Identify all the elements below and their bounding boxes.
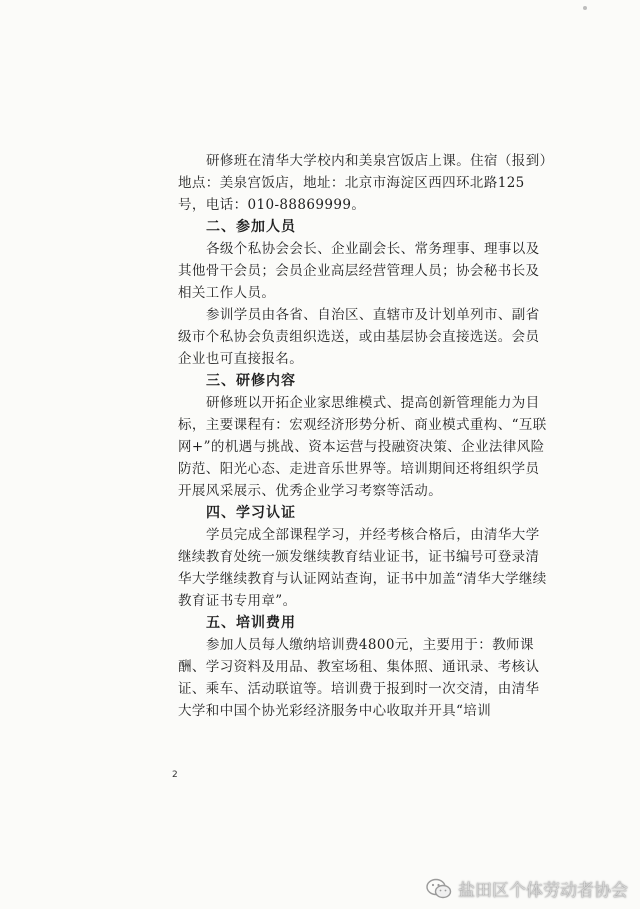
intro-paragraph: 研修班在清华大学校内和美泉宫饭店上课。住宿（报到）地点：美泉宫饭店，地址：北京市海淀区西四环北路125号，电话：010-88869999。: [178, 153, 547, 213]
section-paragraph: 参训学员由各省、自治区、直辖市及计划单列市、副省级市个私协会负责组织选送，或由基层协会直接选送。会员企业也可直接报名。: [178, 307, 540, 367]
section-heading-content: 三、研修内容: [206, 373, 296, 389]
section-heading-fees: 五、培训费用: [206, 615, 296, 631]
section-heading-certification: 四、学习认证: [206, 505, 296, 521]
wechat-icon: [426, 878, 452, 900]
watermark: [426, 876, 628, 901]
section-paragraph: 研修班以开拓企业家思维模式、提高创新管理能力为目标，主要课程有：宏观经济形势分析、商业模式重构、“互联网+”的机遇与挑战、资本运营与投融资决策、企业法律风险防范、阳光心态、走进音乐世界等。培训期间还将组织学员开展风采展示、优秀企业学习考察等活动。: [178, 395, 547, 499]
section-paragraph: 参加人员每人缴纳培训费4800元，主要用于：教师课酬、学习资料及用品、教室场租、集体照、通讯录、考核认证、乘车、活动联谊等。培训费于报到时一次交清，由清华大学和中国个协光彩经济服务中心收取并开具“培训: [178, 637, 540, 719]
section-heading-participants: 二、参加人员: [206, 219, 296, 235]
document-body: [178, 150, 548, 722]
watermark-text: 盐田区个体劳动者协会: [458, 881, 628, 901]
scan-dot: [583, 6, 587, 10]
page-number: 2: [172, 770, 178, 780]
section-paragraph: 学员完成全部课程学习，并经考核合格后，由清华大学继续教育处统一颁发继续教育结业证书，证书编号可登录清华大学继续教育与认证网站查询，证书中加盖“清华大学继续教育证书专用章”。: [178, 527, 547, 609]
section-paragraph: 各级个私协会会长、企业副会长、常务理事、理事以及其他骨干会员；会员企业高层经营管理人员；协会秘书长及相关工作人员。: [178, 241, 540, 301]
